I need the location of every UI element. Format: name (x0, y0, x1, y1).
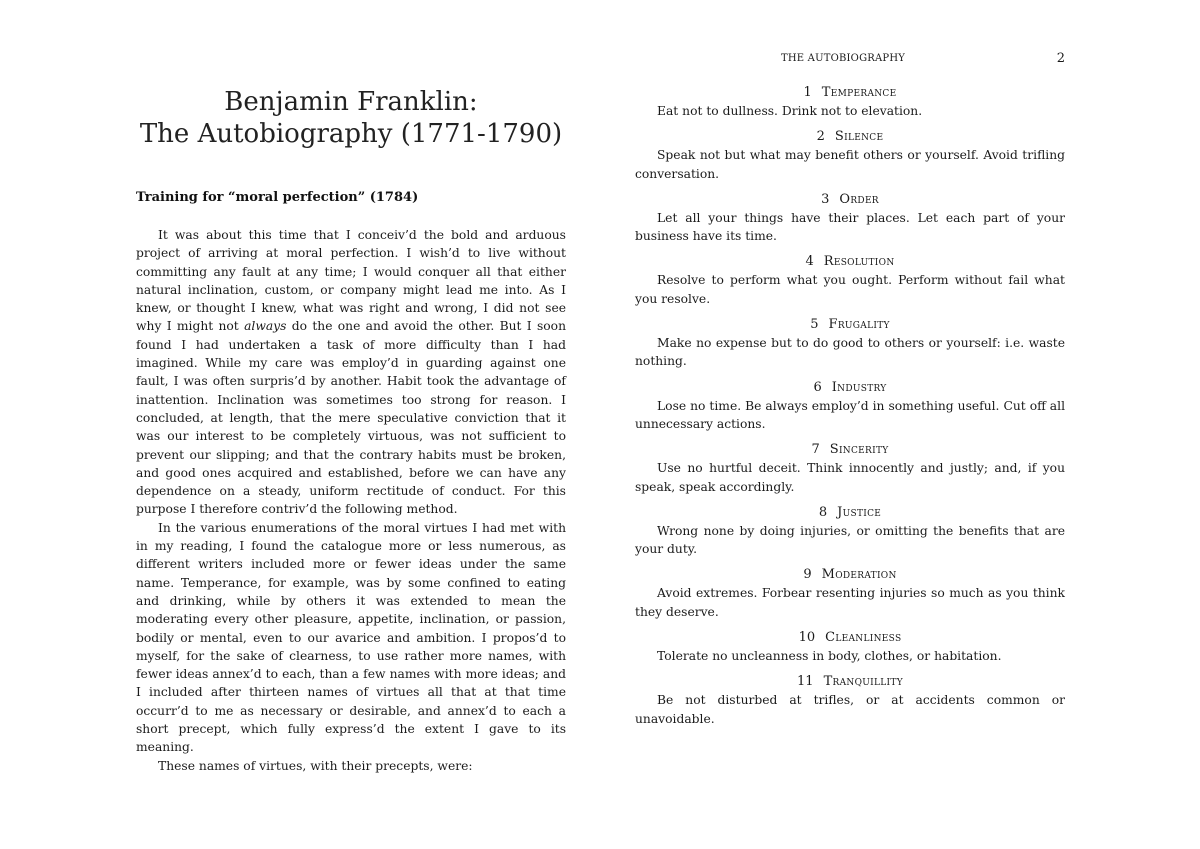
title-line-1: Benjamin Franklin: (224, 87, 478, 117)
title-line-2: The Autobiography (1771-1790) (139, 119, 563, 149)
virtue-name: Order (839, 191, 879, 207)
virtue-item (635, 316, 1065, 371)
virtue-precept: Let all your things have their places. Let each part of your business have its time. (635, 210, 1065, 244)
virtue-precept: Speak not but what may benefit others or yourself. Avoid trifling conversation. (635, 148, 1065, 181)
virtue-heading (635, 191, 1065, 209)
virtue-name: Silence (834, 129, 884, 145)
virtue-item (635, 673, 1065, 728)
virtue-item (635, 84, 1065, 120)
virtue-heading (635, 128, 1065, 146)
virtue-precept: Avoid extremes. Forbear resenting injuries so much as you think they deserve. (635, 586, 1065, 619)
virtue-name: Industry (831, 379, 887, 395)
virtue-precept: Eat not to dullness. Drink not to elevation. (657, 104, 923, 118)
virtue-heading (635, 673, 1065, 691)
virtue-number: 3 (821, 191, 830, 207)
virtue-name: Tranquillity (823, 674, 903, 690)
virtue-item (635, 629, 1065, 665)
virtue-precept: Be not disturbed at trifles, or at accidents common or unavoidable. (635, 693, 1065, 726)
virtue-heading (635, 253, 1065, 271)
virtue-name: Resolution (823, 254, 895, 270)
virtue-heading (635, 379, 1065, 397)
virtue-number: 6 (813, 379, 822, 395)
virtue-number: 4 (805, 254, 814, 270)
section-heading: Training for “moral perfection” (1784) (136, 190, 419, 205)
virtue-heading (635, 629, 1065, 647)
virtue-name: Justice (837, 504, 882, 520)
virtue-number: 9 (803, 567, 812, 583)
virtue-heading (635, 316, 1065, 334)
virtue-item (635, 441, 1065, 496)
virtue-item (635, 566, 1065, 621)
virtue-number: 7 (811, 442, 820, 458)
virtue-precept: Resolve to perform what you ought. Perform without fail what you resolve. (635, 273, 1065, 306)
right-page (635, 0, 1065, 849)
virtue-heading (635, 504, 1065, 522)
left-page (136, 0, 566, 849)
virtue-precept: Use no hurtful deceit. Think innocently and justly; and, if you speak, speak accordingly. (635, 461, 1065, 494)
virtue-precept: Lose no time. Be always employ’d in something useful. Cut off all unnecessary actions. (635, 398, 1065, 431)
running-head-title: THE AUTOBIOGRAPHY (781, 53, 906, 64)
virtue-item (635, 379, 1065, 434)
virtue-heading (635, 84, 1065, 102)
virtue-precept: Make no expense but to do good to others or yourself: i.e. waste nothing. (635, 336, 1065, 369)
emphasis-always: always (244, 319, 287, 334)
paragraph-1-part-a: It was about this time that I conceiv’d the bold and arduous project of arriving at moral perfection. I wish’d to live without committing any fault at any time; I would conquer all that either natural inclination, custom, or company might lead me into. As I knew, or thought I knew, what was right and wrong, I did not see why I might not (136, 228, 566, 334)
document-title (136, 86, 566, 150)
virtue-number: 8 (818, 504, 828, 520)
paragraph-2: In the various enumerations of the moral virtues I had met with in my reading, I found the catalogue more or less numerous, as different writers included more or fewer ideas under the same name. Temperance, for example, was by some confined to eating and drinking, while by others it was extended to mean the moderating every other pleasure, appetite, inclination, or passion, bodily or mental, even to our avarice and ambition. I propos’d to myself, for the sake of clearness, to use rather more names, with fewer ideas annex’d to each, than a few names with more ideas; and I included after thirteen names of virtues all that at that time occurr’d to me as necessary or desirable, and annex’d to each a short precept, which fully express’d the extent I gave to its meaning. (136, 520, 566, 755)
virtue-name: Temperance (821, 85, 897, 100)
virtue-item (635, 128, 1065, 183)
virtue-name: Frugality (828, 317, 890, 333)
virtue-name: Sincerity (829, 442, 889, 458)
virtue-item (635, 191, 1065, 246)
virtue-heading (635, 441, 1065, 459)
paragraph-1 (136, 226, 566, 519)
paragraph-3: These names of virtues, with their precepts, were: (158, 758, 473, 773)
virtue-heading (635, 566, 1065, 584)
virtue-number: 2 (816, 129, 825, 145)
virtue-name: Cleanliness (825, 630, 902, 646)
virtue-number: 5 (810, 317, 819, 333)
virtue-item (635, 504, 1065, 559)
virtue-number: 11 (797, 674, 814, 690)
virtue-number: 10 (798, 630, 816, 646)
virtue-name: Moderation (821, 567, 897, 583)
page-number: 2 (1056, 51, 1065, 66)
virtue-precept: Wrong none by doing injuries, or omitting the benefits that are your duty. (635, 523, 1065, 557)
virtue-number: 1 (803, 85, 812, 100)
body-text (136, 226, 566, 775)
virtue-precept: Tolerate no uncleanness in body, clothes, or habitation. (657, 649, 1002, 664)
virtue-list (635, 84, 1065, 736)
paragraph-1-part-b: do the one and avoid the other. But I soon found I had undertaken a task of more difficulty than I had imagined. While my care was employ’d in guarding against one fault, I was often surpris’d by another. Habit took the advantage of inattention. Inclination was sometimes too strong for reason. I concluded, at length, that the mere speculative conviction that it was our interest to be completely virtuous, was not sufficient to prevent our slipping; and that the contrary habits must be broken, and good ones acquired and established, before we can have any dependence on a steady, uniform rectitude of conduct. For this purpose I therefore contriv’d the following method. (136, 319, 567, 517)
virtue-item (635, 253, 1065, 308)
